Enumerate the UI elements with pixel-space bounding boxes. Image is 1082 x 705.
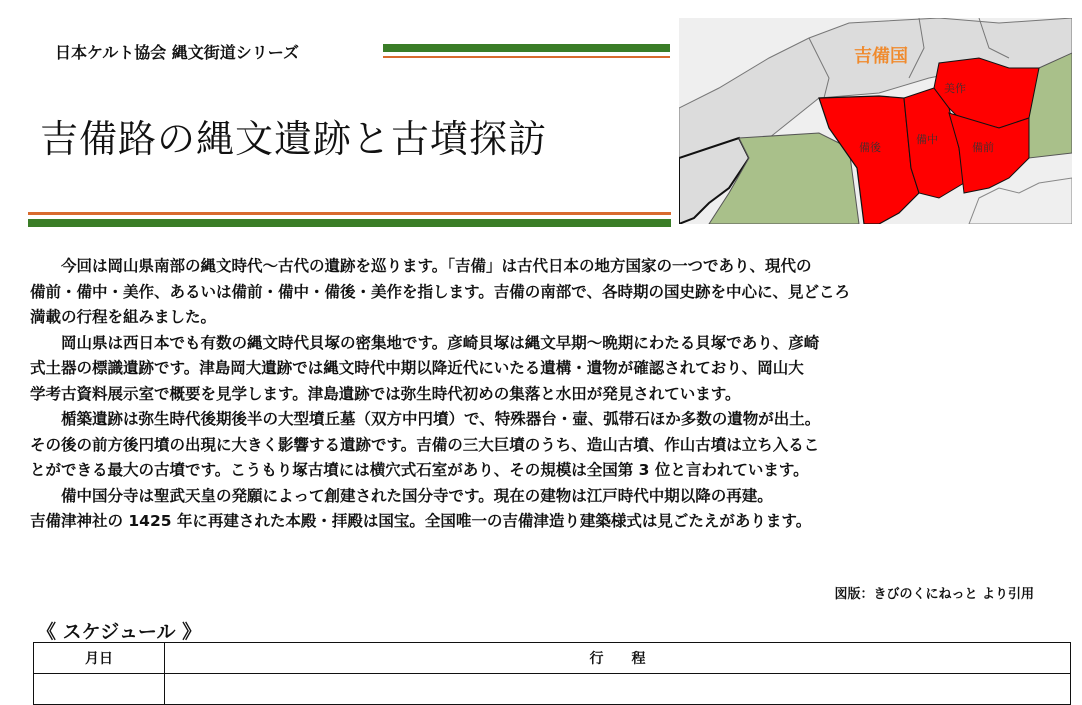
column-header-date: 月日: [34, 643, 165, 674]
kibi-province-map: [679, 18, 1072, 224]
svg-text:備中: 備中: [916, 133, 938, 146]
schedule-cell-itinerary: [165, 674, 1071, 705]
schedule-table: [33, 642, 1071, 705]
para4-line1: 備中国分寺は聖武天皇の発願によって創建された国分寺です。現在の建物は江戸時代中期以降の再建。: [61, 486, 773, 505]
image-credit: 図版：きびのくにねっと より引用: [834, 587, 1034, 602]
map-region-label: 吉備国: [854, 46, 908, 67]
schedule-row: [34, 674, 1071, 705]
intro-text: [30, 254, 1055, 535]
svg-text:美作: 美作: [944, 82, 966, 95]
page-title: 吉備路の縄文遺跡と古墳探訪: [40, 117, 548, 161]
map-image: [679, 18, 1072, 224]
svg-text:備後: 備後: [859, 141, 881, 154]
column-header-itinerary: 行 程: [165, 643, 1071, 674]
para2-line3: 学考古資料展示室で概要を見学します。津島遺跡では弥生時代初めの集落と水田が発見されています。: [30, 384, 741, 403]
svg-text:備前: 備前: [972, 141, 994, 154]
para4-line2: 吉備津神社の 1425 年に再建された本殿・拝殿は国宝。全国唯一の吉備津造り建築様式は見ごたえがあります。: [30, 512, 812, 530]
header-rule-green-top: [383, 44, 670, 52]
schedule-cell-date: [34, 674, 165, 705]
series-label: 日本ケルト協会 縄文街道シリーズ: [55, 43, 299, 62]
para2-line2: 式土器の標識遺跡です。津島岡大遺跡では縄文時代中期以降近代にいたる遺構・遺物が確認されており、岡山大: [30, 359, 804, 377]
para1-line1: 今回は岡山県南部の縄文時代～古代の遺跡を巡ります。「吉備」は古代日本の地方国家の一つであり、現代の: [61, 257, 812, 275]
header-rule-orange-bottom: [28, 212, 671, 215]
para3-line3: とができる最大の古墳です。こうもり塚古墳には横穴式石室があり、その規模は全国第 3 位と言われています。: [30, 461, 809, 479]
schedule-heading: 《 スケジュール 》: [37, 621, 202, 643]
para3-line1: 楯築遺跡は弥生時代後期後半の大型墳丘墓（双方中円墳）で、特殊器台・壷、弧帯石ほか多数の遺物が出土。: [61, 410, 821, 428]
header-rule-green-bottom: [28, 219, 671, 227]
para1-line3: 満載の行程を組みました。: [30, 308, 217, 326]
header-rule-orange-top: [383, 56, 670, 58]
schedule-header-row: [34, 643, 1071, 674]
para1-line2: 備前・備中・美作、あるいは備前・備中・備後・美作を指します。吉備の南部で、各時期の国史跡を中心に、見どころ: [30, 282, 850, 301]
para2-line1: 岡山県は西日本でも有数の縄文時代貝塚の密集地です。彦崎貝塚は縄文早期～晩期にわたる貝塚であり、彦崎: [61, 333, 820, 352]
para3-line2: その後の前方後円墳の出現に大きく影響する遺跡です。吉備の三大巨墳のうち、造山古墳、作山古墳は立ち入るこ: [30, 435, 820, 454]
